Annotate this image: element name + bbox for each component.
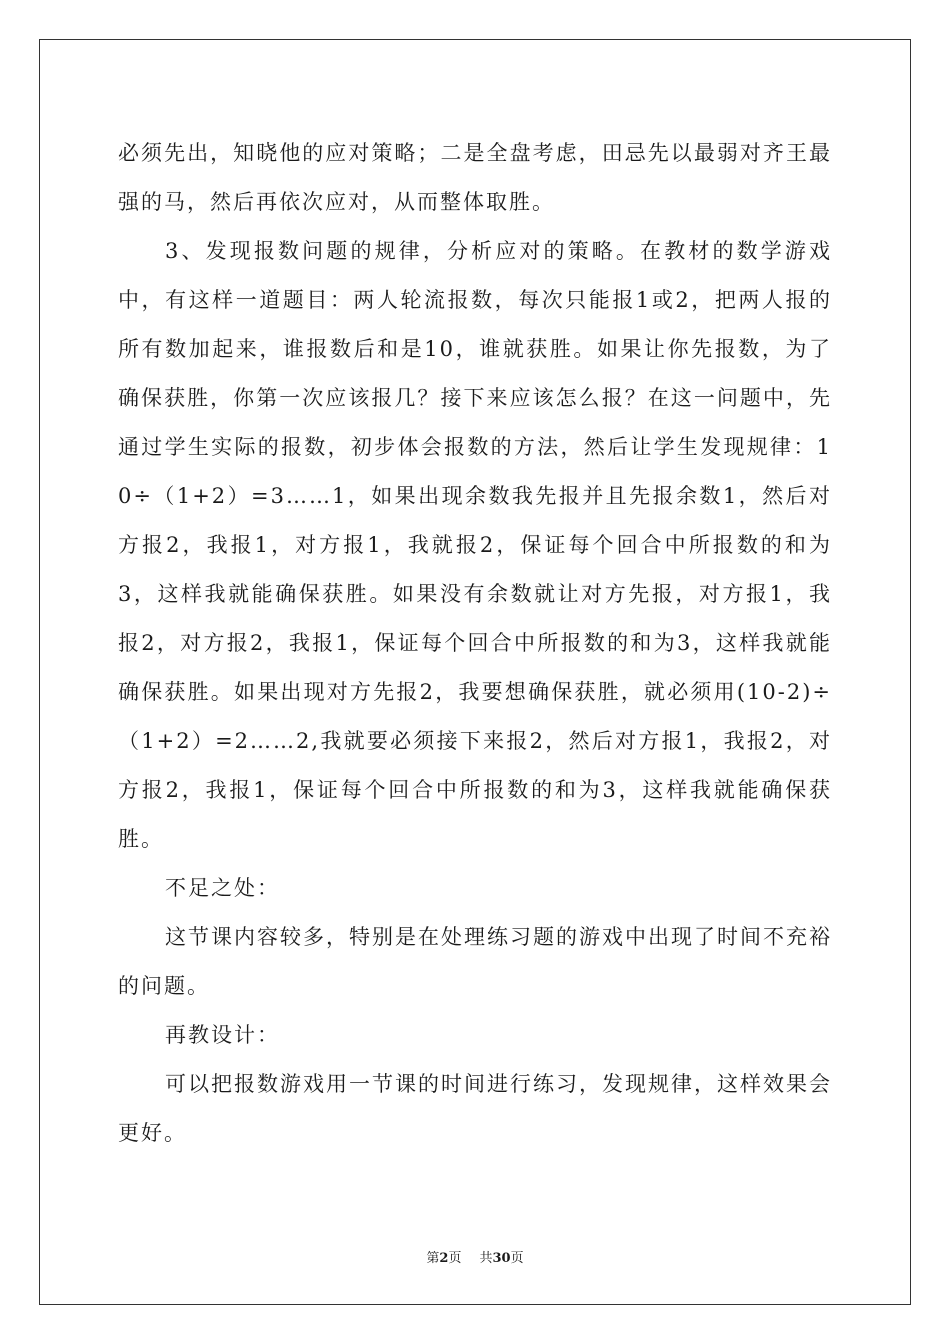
total-pages: 30 bbox=[492, 1251, 511, 1266]
section-heading-redesign: 再教设计： bbox=[165, 1023, 280, 1047]
page-suffix: 页 bbox=[448, 1251, 462, 1266]
page-prefix: 第 bbox=[426, 1251, 440, 1266]
paragraph-3: 这节课内容较多，特别是在处理练习题的游戏中出现了时间不充裕的问题。 bbox=[118, 925, 832, 998]
paragraph-1: 必须先出，知晓他的应对策略；二是全盘考虑，田忌先以最弱对齐王最强的马，然后再依次应对，从而整体取胜。 bbox=[118, 141, 832, 214]
page-number: 2 bbox=[439, 1251, 449, 1266]
document-body bbox=[118, 129, 832, 1158]
page-footer bbox=[0, 1247, 950, 1266]
section-heading-shortcomings: 不足之处： bbox=[165, 876, 280, 900]
total-prefix: 共 bbox=[479, 1251, 493, 1266]
total-suffix: 页 bbox=[510, 1251, 524, 1266]
paragraph-4: 可以把报数游戏用一节课的时间进行练习，发现规律，这样效果会更好。 bbox=[118, 1072, 832, 1145]
paragraph-2: 3、发现报数问题的规律，分析应对的策略。在教材的数学游戏中，有这样一道题目：两人轮流报数，每次只能报1或2，把两人报的所有数加起来，谁报数后和是10，谁就获胜。如果让你先报数，为了确保获胜，你第一次应该报几？接下来应该怎么报？在这一问题中，先通过学生实际的报数，初步体会报数的方法，然后让学生发现规律：10÷（1+2）=3……1，如果出现余数我先报并且先报余数1，然后对方报2，我报1，对方报1，我就报2，保证每个回合中所报数的和为3，这样我就能确保获胜。如果没有余数就让对方先报，对方报1，我报2，对方报2，我报1，保证每个回合中所报数的和为3，这样我就能确保获胜。如果出现对方先报2，我要想确保获胜，就必须用(10-2)÷（1+2）=2……2,我就要必须接下来报2，然后对方报1，我报2，对方报2，我报1，保证每个回合中所报数的和为3，这样我就能确保获胜。 bbox=[118, 239, 832, 851]
